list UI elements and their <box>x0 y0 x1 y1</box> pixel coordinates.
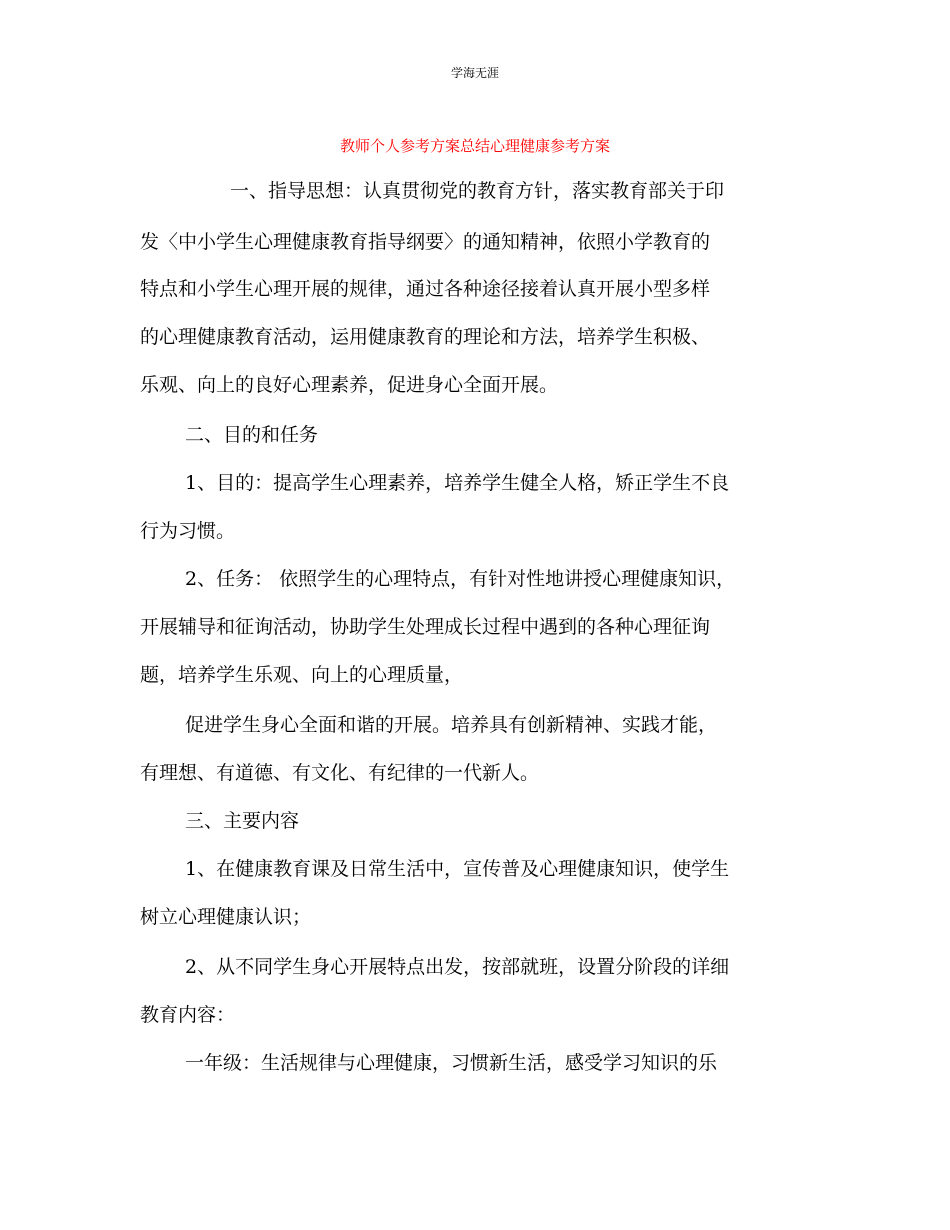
body-line: 2、从不同学生身心开展特点出发，按部就班，设置分阶段的详细 <box>185 956 730 978</box>
body-line: 教育内容： <box>140 1004 236 1026</box>
body-line: 有理想、有道德、有文化、有纪律的一代新人。 <box>140 762 540 784</box>
body-line: 一、指导思想：认真贯彻党的教育方针，落实教育部关于印 <box>230 180 725 202</box>
body-line: 开展辅导和征询活动，协助学生处理成长过程中遇到的各种心理征询 <box>140 616 711 638</box>
section-heading: 二、目的和任务 <box>185 424 319 446</box>
page-header: 学海无涯 <box>450 66 499 80</box>
body-line: 促进学生身心全面和谐的开展。培养具有创新精神、实践才能， <box>185 714 718 736</box>
document-title: 教师个人参考方案总结心理健康参考方案 <box>339 137 610 155</box>
body-line: 特点和小学生心理开展的规律，通过各种途径接着认真开展小型多样 <box>140 278 711 300</box>
body-line: 发〈中小学生心理健康教育指导纲要〉的通知精神，依照小学教育的 <box>140 231 711 253</box>
body-line: 1、目的：提高学生心理素养，培养学生健全人格，矫正学生不良 <box>185 472 730 494</box>
body-line: 一年级：生活规律与心理健康，习惯新生活，感受学习知识的乐 <box>185 1052 718 1074</box>
section-heading: 三、主要内容 <box>185 810 300 832</box>
body-line: 题，培养学生乐观、向上的心理质量， <box>140 664 464 686</box>
body-line: 的心理健康教育活动，运用健康教育的理论和方法，培养学生积极、 <box>140 326 711 348</box>
body-line: 1、在健康教育课及日常生活中，宣传普及心理健康知识，使学生 <box>185 858 730 880</box>
body-line: 树立心理健康认识； <box>140 906 312 928</box>
body-line: 2、任务： 依照学生的心理特点，有针对性地讲授心理健康知识， <box>185 568 736 590</box>
body-line: 行为习惯。 <box>140 520 236 542</box>
body-line: 乐观、向上的良好心理素养，促进身心全面开展。 <box>140 374 559 396</box>
